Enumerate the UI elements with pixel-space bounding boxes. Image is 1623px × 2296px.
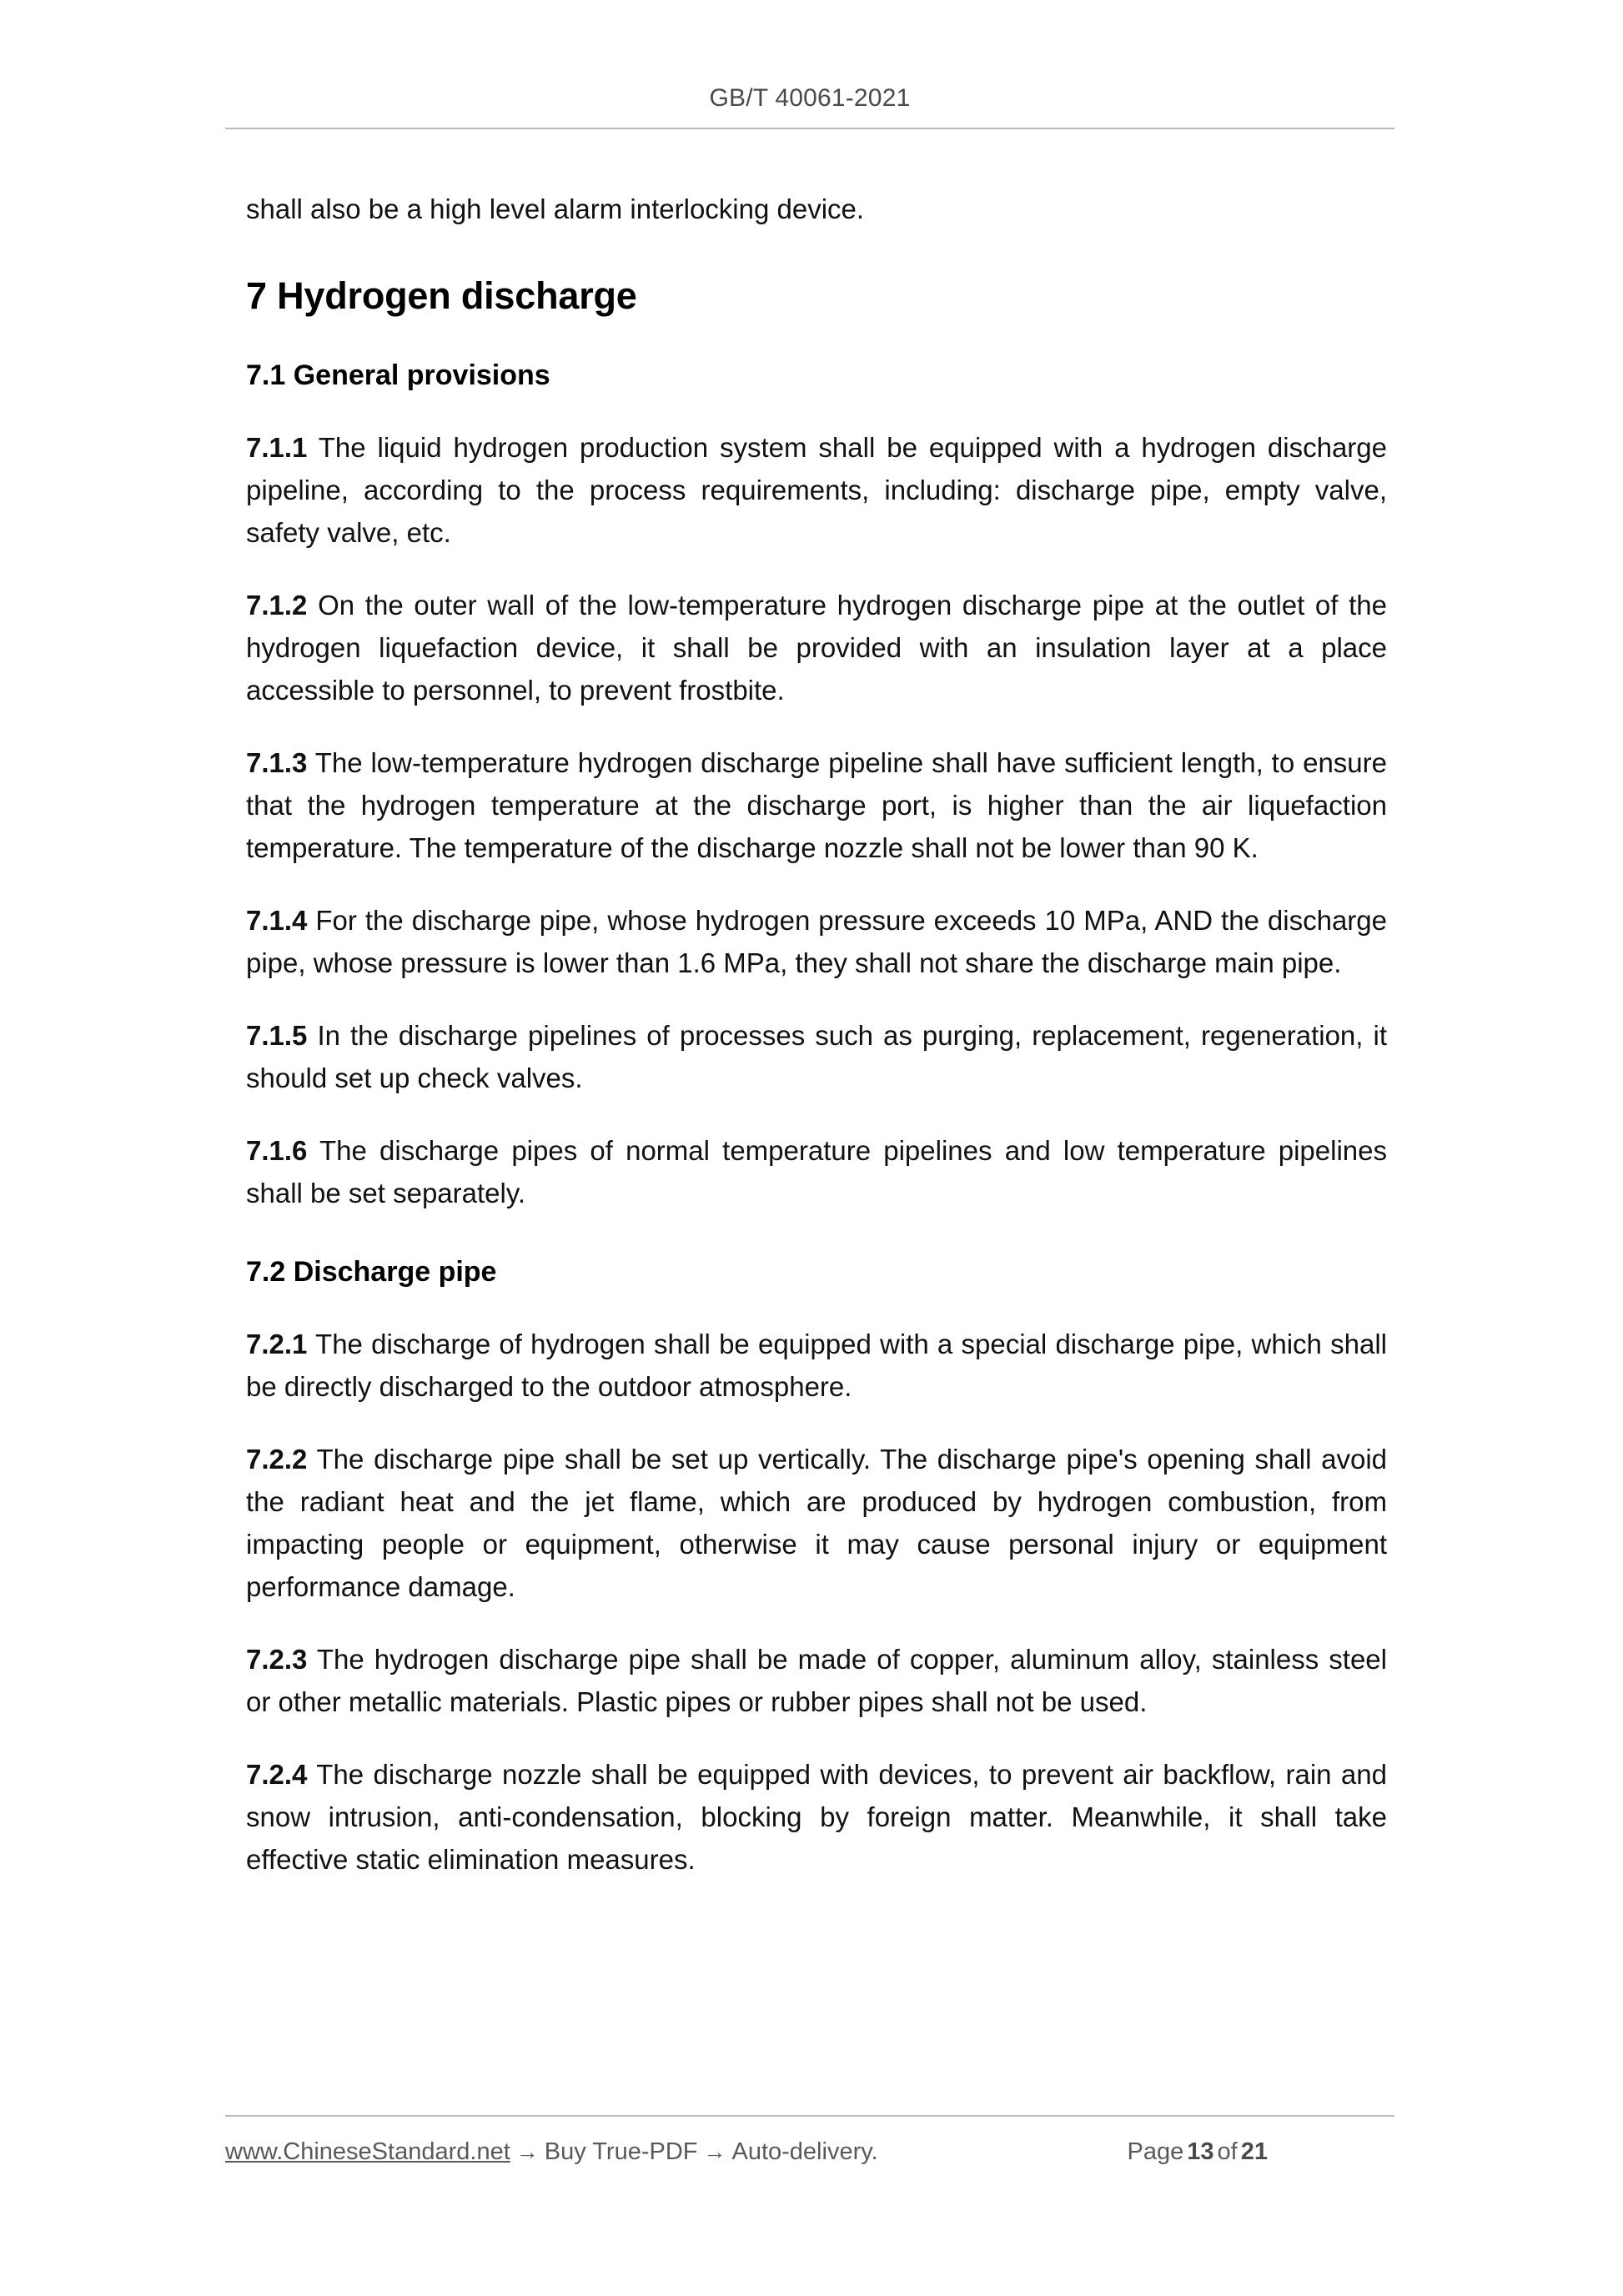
clause-7-1-4 (246, 899, 1387, 984)
footer-divider (225, 2115, 1394, 2117)
section-heading-7: 7 Hydrogen discharge (246, 274, 637, 317)
clause-7-1-2 (246, 584, 1387, 711)
spacer (246, 1214, 1387, 1254)
clause-text: The hydrogen discharge pipe shall be made of copper, aluminum alloy, stainless steel or other metallic materials. Plastic pipes or rubber pipes shall not be used. (246, 1644, 1387, 1717)
clause-7-1-5 (246, 1014, 1387, 1099)
spacer (246, 554, 1387, 584)
spacer (246, 319, 1387, 358)
spacer (246, 1408, 1387, 1438)
clause-number: 7.1.3 (246, 747, 308, 778)
clause-number: 7.1.5 (246, 1020, 308, 1051)
total-page-number: 21 (1240, 2138, 1268, 2165)
spacer (246, 393, 1387, 426)
header-standard-code: GB/T 40061-2021 (709, 84, 911, 112)
arrow-right-icon: → (703, 2139, 726, 2164)
of-label: of (1217, 2138, 1238, 2165)
clause-text: On the outer wall of the low-temperature hydrogen discharge pipe at the outlet of the hydrogen liquefaction device, it shall be provided with an insulation layer at a place accessible to personnel, to prevent frostbite. (246, 590, 1388, 706)
clause-7-1-3 (246, 741, 1387, 869)
clause-7-1-1 (246, 426, 1387, 554)
header-divider (225, 128, 1394, 129)
footer-buy-text: Buy True-PDF (544, 2138, 698, 2165)
clause-text: In the discharge pipelines of processes such as purging, replacement, regeneration, it should set up check valves. (246, 1020, 1387, 1093)
clause-text: The discharge nozzle shall be equipped with devices, to prevent air backflow, rain and snow intrusion, anti-condensation, blocking by foreign matter. Meanwhile, it shall take effective static elimination measures. (246, 1759, 1387, 1875)
footer-page-info (1128, 2138, 1271, 2166)
page-header (225, 83, 1394, 129)
clause-number: 7.2.1 (246, 1329, 308, 1359)
subsection-heading-7-1: 7.1 General provisions (246, 359, 550, 391)
spacer (246, 230, 1387, 274)
current-page-number: 13 (1187, 2138, 1214, 2165)
document-content (246, 188, 1387, 1881)
clause-text: The discharge pipe shall be set up vertically. The discharge pipe's opening shall avoid the radiant heat and the jet flame, which are produced by hydrogen combustion, from impacting people or equipment, otherwise it may cause personal injury or equipment performance damage. (246, 1444, 1387, 1602)
spacer (246, 1099, 1387, 1129)
clause-7-2-3 (246, 1638, 1387, 1723)
clause-number: 7.1.2 (246, 590, 308, 620)
clause-number: 7.1.4 (246, 905, 308, 936)
clause-text: The discharge pipes of normal temperature pipelines and low temperature pipelines shall be set separately. (246, 1135, 1387, 1208)
clause-number: 7.2.2 (246, 1444, 308, 1475)
spacer (246, 1608, 1387, 1638)
clause-text: For the discharge pipe, whose hydrogen pressure exceeds 10 MPa, AND the discharge pipe, whose pressure is lower than 1.6 MPa, they shall not share the discharge main pipe. (246, 905, 1387, 978)
clause-number: 7.2.4 (246, 1759, 308, 1790)
subsection-heading-7-2: 7.2 Discharge pipe (246, 1256, 497, 1288)
clause-7-2-2 (246, 1438, 1387, 1608)
clause-7-2-1 (246, 1323, 1387, 1408)
spacer (246, 1289, 1387, 1323)
spacer (246, 711, 1387, 741)
clause-number: 7.1.1 (246, 432, 308, 463)
page-label: Page (1127, 2138, 1184, 2165)
arrow-right-icon: → (515, 2139, 539, 2164)
footer-site-link[interactable]: www.ChineseStandard.net (225, 2138, 510, 2165)
footer-row (225, 2138, 1394, 2166)
clause-text: The discharge of hydrogen shall be equipped with a special discharge pipe, which shall be directly discharged to the outdoor atmosphere. (246, 1329, 1387, 1402)
clause-number: 7.1.6 (246, 1135, 308, 1166)
clause-7-2-4 (246, 1753, 1387, 1881)
clause-text: The liquid hydrogen production system shall be equipped with a hydrogen discharge pipeline, according to the process requirements, including: discharge pipe, empty valve, safety valve, etc. (246, 432, 1388, 548)
page-footer (225, 2115, 1394, 2166)
spacer (246, 984, 1387, 1014)
clause-text: The low-temperature hydrogen discharge pipeline shall have sufficient length, to ensure that the hydrogen temperature at the discharge port, is higher than the air liquefaction temperature. The temperature of the discharge nozzle shall not be lower than 90 K. (246, 747, 1387, 863)
intro-paragraph: shall also be a high level alarm interlocking device. (246, 193, 865, 224)
spacer (246, 869, 1387, 899)
spacer (246, 1723, 1387, 1753)
footer-delivery-text: Auto-delivery. (731, 2138, 878, 2165)
clause-7-1-6 (246, 1129, 1387, 1214)
clause-number: 7.2.3 (246, 1644, 308, 1675)
